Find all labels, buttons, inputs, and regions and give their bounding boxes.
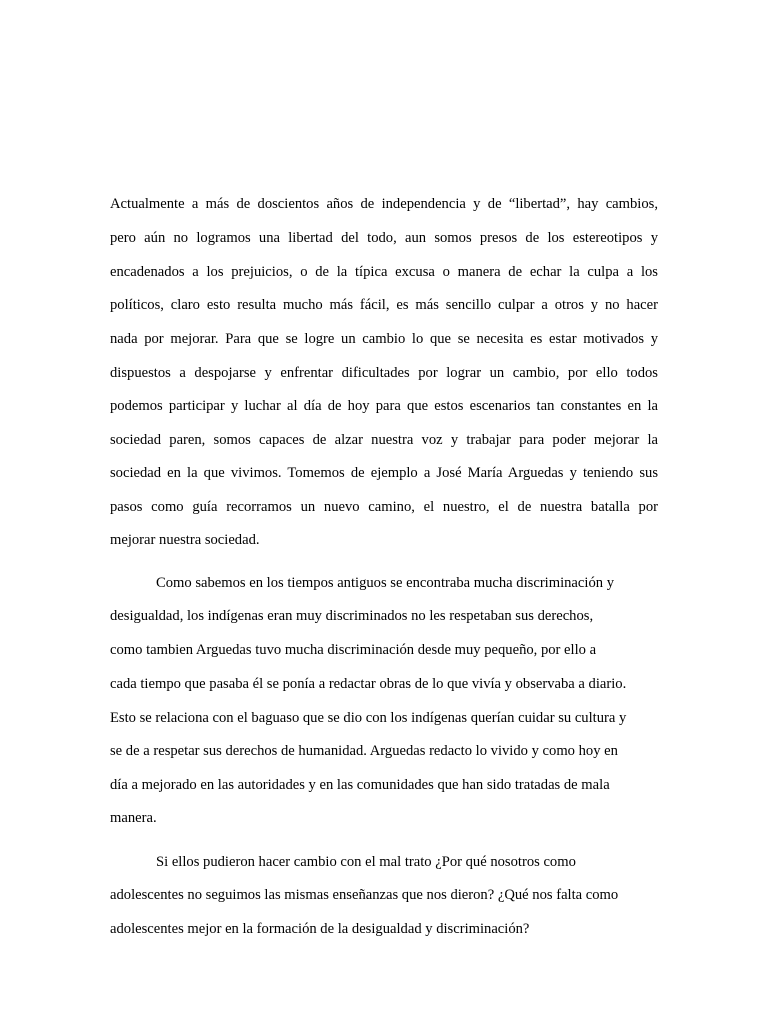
- paragraph-1-line: dispuestos a despojarse y enfrentar dificultades por lograr un cambio, por ello todos: [110, 365, 658, 381]
- paragraph-2-line: como tambien Arguedas tuvo mucha discriminación desde muy pequeño, por ello a: [110, 642, 597, 658]
- paragraph-1-line: pasos como guía recorramos un nuevo camino, el nuestro, el de nuestra batalla por: [110, 499, 658, 515]
- paragraph-1-line: sociedad paren, somos capaces de alzar nuestra voz y trabajar para poder mejorar la: [110, 432, 658, 448]
- paragraph-2-line: Como sabemos en los tiempos antiguos se encontraba mucha discriminación y: [156, 575, 614, 591]
- paragraph-2-line: manera.: [110, 810, 157, 826]
- paragraph-1-line: podemos participar y luchar al día de hoy para que estos escenarios tan constantes en la: [110, 398, 658, 414]
- paragraph-2-line: se de a respetar sus derechos de humanidad. Arguedas redacto lo vivido y como hoy en: [110, 743, 618, 759]
- paragraph-3-line: adolescentes mejor en la formación de la desigualdad y discriminación?: [110, 921, 530, 937]
- paragraph-1-line: políticos, claro esto resulta mucho más fácil, es más sencillo culpar a otros y no hacer: [110, 297, 658, 313]
- paragraph-2-line: cada tiempo que pasaba él se ponía a redactar obras de lo que vivía y observaba a diario.: [110, 676, 627, 692]
- paragraph-2-line: día a mejorado en las autoridades y en las comunidades que han sido tratadas de mala: [110, 777, 610, 793]
- paragraph-3-line: adolescentes no seguimos las mismas enseñanzas que nos dieron? ¿Qué nos falta como: [110, 887, 619, 903]
- paragraph-1-line: mejorar nuestra sociedad.: [110, 532, 260, 548]
- paragraph-3-line: Si ellos pudieron hacer cambio con el mal trato ¿Por qué nosotros como: [156, 854, 576, 870]
- paragraph-1-line: nada por mejorar. Para que se logre un cambio lo que se necesita es estar motivados y: [110, 331, 658, 347]
- paragraph-1-line: pero aún no logramos una libertad del todo, aun somos presos de los estereotipos y: [110, 230, 658, 246]
- paragraph-1-line: encadenados a los prejuicios, o de la típica excusa o manera de echar la culpa a los: [110, 264, 658, 280]
- paragraph-2-line: Esto se relaciona con el baguaso que se dio con los indígenas querían cuidar su cultura y: [110, 710, 627, 726]
- paragraph-2-line: desigualdad, los indígenas eran muy discriminados no les respetaban sus derechos,: [110, 608, 594, 624]
- paragraph-1-line: Actualmente a más de doscientos años de independencia y de “libertad”, hay cambios,: [110, 196, 658, 212]
- paragraph-1-line: sociedad en la que vivimos. Tomemos de ejemplo a José María Arguedas y teniendo sus: [110, 465, 658, 481]
